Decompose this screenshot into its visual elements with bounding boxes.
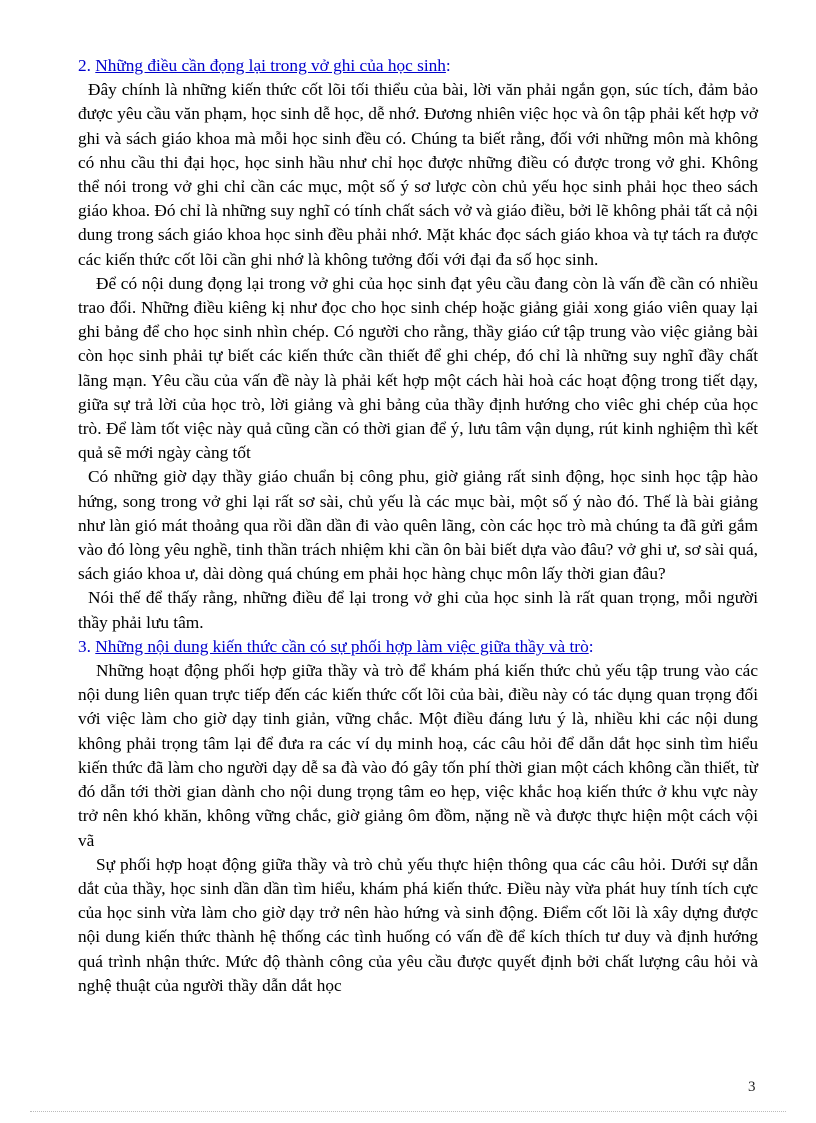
section-2-colon: :	[445, 56, 451, 75]
section-2-paragraph-2: Để có nội dung đọng lại trong vở ghi của học sinh đạt yêu cầu đang còn là vấn đề cần có nhiều trao đổi. Những điều kiêng kị như đọc cho học sinh chép hoặc giảng giải xong giáo viên quay lại ghi bảng để cho học sinh nhìn chép. Có người cho rằng, thầy giáo cứ tập trung vào việc giảng bài còn học sinh phải tự biết các kiến thức cần thiết để ghi chép, đó chỉ là những suy nghĩ đầy chất lãng mạn. Yêu cầu của vấn đề này là phải kết hợp một cách hài hoà các hoạt động trong tiết dạy, giữa sự trả lời của học trò, lời giảng và ghi bảng của thầy định hướng cho viêc ghi chép của học trò. Để làm tốt việc này quả cũng cần có thời gian để ý, lưu tâm vận dụng, rút kinh nghiệm thì kết quả sẽ mới ngày càng tốt	[78, 273, 758, 463]
section-3-number: 3.	[78, 636, 91, 656]
section-2-paragraph-1: Đây chính là những kiến thức cốt lõi tối thiểu của bài, lời văn phải ngắn gọn, súc tích, đảm bảo được yêu cầu văn phạm, học sinh dễ học, dễ nhớ. Đương nhiên việc học và ôn tập phải kết hợp vở ghi và sách giáo khoa mà mỗi học sinh đều có. Chúng ta biết rằng, đối với những môn mà không có nhu cầu thi đại học, học sinh hầu như chỉ học được những điều có được trong vở ghi. Không thể nói trong vở ghi chỉ cần các mục, một số ý sơ lược còn chủ yếu học sinh phải học theo sách giáo khoa. Đó chỉ là những suy nghĩ có tính chất sách vở và giáo điều, bởi lẽ không phải tất cả nội dung trong sách giáo khoa học sinh đều phải nhớ. Mặt khác đọc sách giáo khoa và tự tách ra được các kiến thức cốt lõi cần ghi nhớ là không tưởng đối với đại đa số học sinh.	[78, 80, 758, 269]
section-3-heading	[78, 635, 758, 659]
section-2-number: 2.	[78, 56, 91, 75]
section-2-heading	[78, 54, 758, 78]
footer-divider	[30, 1111, 786, 1112]
section-3-title: Những nội dung kiến thức cần có sự phối hợp làm việc giữa thầy và trò	[95, 636, 589, 656]
section-2-paragraph-3: Có những giờ dạy thầy giáo chuẩn bị công phu, giờ giảng rất sinh động, học sinh học tập hào hứng, song trong vở ghi lại rất sơ sài, chủ yếu là các mục bài, một số ý nào đó. Thế là bài giảng như làn gió mát thoảng qua rồi dần dần đi vào quên lãng, còn các học trò mà chúng ta đã gửi gắm vào đó lòng yêu nghề, tinh thần trách nhiệm khi cần ôn bài biết dựa vào đâu? vở ghi ư, sơ sài quá, sách giáo khoa ư, dài dòng quá chúng em phải học hàng chục môn lấy thời gian đâu?	[78, 467, 758, 584]
section-3-paragraph-1: Những hoạt động phối hợp giữa thầy và trò để khám phá kiến thức chủ yếu tập trung vào các nội dung liên quan trực tiếp đến các kiến thức cốt lõi của bài, điều này có tác dụng quan trọng đối với việc làm cho giờ dạy tinh giản, vững chắc. Một điều đáng lưu ý là, nhiều khi các nội dung không phải trọng tâm lại để đưa ra các ví dụ minh hoạ, các câu hỏi để dẫn dắt học sinh tìm hiểu kiến thức đã làm cho người dạy dễ sa đà vào đó gây tốn phí thời gian một cách không cần thiết, từ đó dẫn tới thời gian dành cho nội dung trọng tâm eo hẹp, việc khắc hoạ kiến thức ở khu vực này trở nên khó khăn, không vững chắc, giờ giảng ôm đồm, nặng nề và được thực hiện một cách vội vã	[78, 661, 758, 850]
section-3-paragraph-2: Sự phối hợp hoạt động giữa thầy và trò chủ yếu thực hiện thông qua các câu hỏi. Dưới sự dẫn dắt của thầy, học sinh dần dần tìm hiểu, khám phá kiến thức. Điều này vừa phát huy tính tích cực của học sinh vừa làm cho giờ dạy trở nên hào hứng và sinh động. Điểm cốt lõi là xây dựng được nội dung kiến thức thành hệ thống các tình huống có vấn đề để kích thích tư duy và định hướng quá trình nhận thức. Mức độ thành công của yêu cầu được quyết định bởi chất lượng câu hỏi và nghệ thuật của người thầy dẫn dắt học	[78, 854, 758, 995]
document-page	[78, 54, 758, 998]
section-3-colon: :	[588, 636, 594, 656]
page-number: 3	[748, 1079, 756, 1095]
section-2-paragraph-4: Nói thế để thấy rằng, những điều để lại trong vở ghi của học sinh là rất quan trọng, mỗi người thầy phải lưu tâm.	[78, 588, 758, 632]
section-2-title: Những điều cần đọng lại trong vở ghi của học sinh	[95, 56, 446, 75]
